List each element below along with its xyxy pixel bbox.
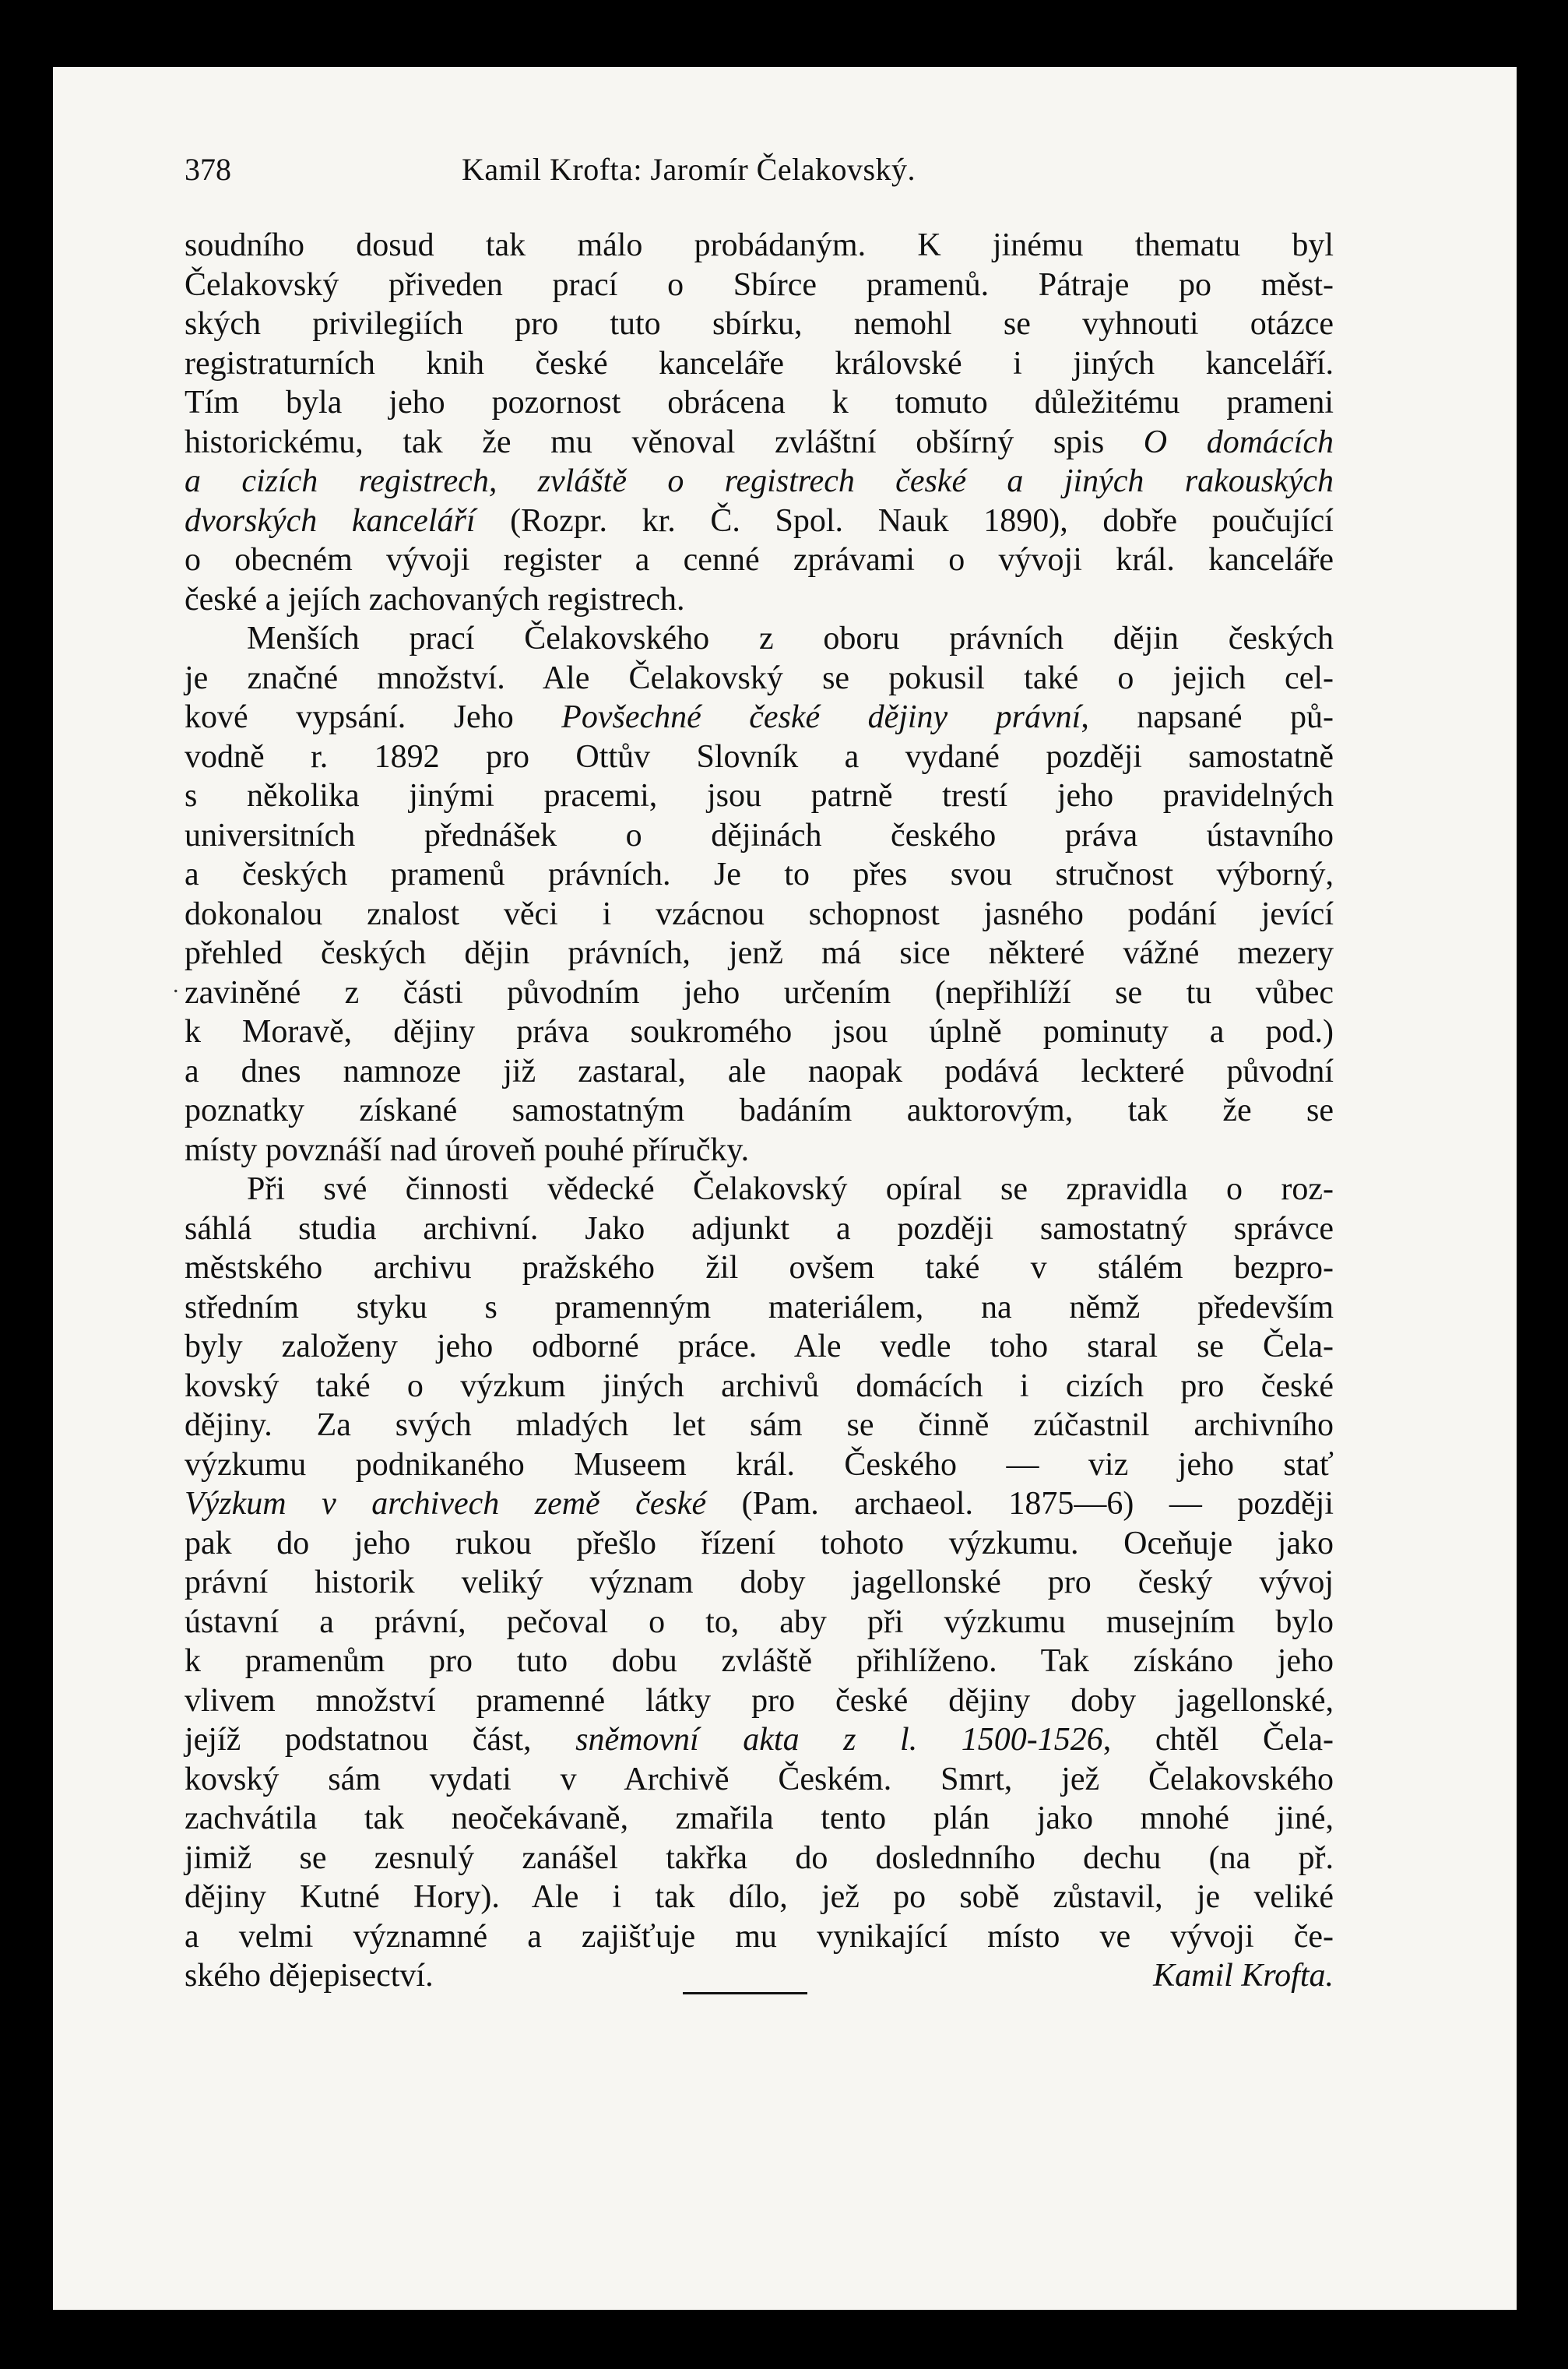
text-line: k Moravě, dějiny práva soukromého jsou úplně pominuty a pod.)	[185, 1014, 1334, 1050]
text-line: Při své činnosti vědecké Čelakovský opíral se zpravidla o roz-	[247, 1171, 1334, 1207]
text-line: byly založeny jeho odborné práce. Ale vedle toho staral se Čela-	[185, 1329, 1334, 1364]
text-line	[185, 502, 1334, 541]
italic-title: O domácích	[1143, 424, 1334, 460]
text-line: o obecném vývoji register a cenné zprávami o vývoji král. kanceláře	[185, 542, 1334, 578]
text-line: vlivem množství pramenné látky pro české dějiny doby jagellonské,	[185, 1682, 1334, 1719]
text-line: přehled českých dějin právních, jenž má sice některé vážné mezery	[185, 935, 1334, 971]
text-line: městského archivu pražského žil ovšem také v stálém bezpro-	[185, 1250, 1334, 1286]
text-run: ského dějepisectví.	[185, 1958, 434, 1994]
closing-rule	[683, 1992, 807, 1994]
text-line	[185, 1484, 1334, 1524]
body-text	[185, 226, 1334, 1996]
running-title: Kamil Krofta: Jaromír Čelakovský.	[462, 152, 916, 187]
text-line: k pramenům pro tuto dobu zvláště přihlíženo. Tak získáno jeho	[185, 1643, 1334, 1679]
text-line: vodně r. 1892 pro Ottův Slovník a vydané později samostatně	[185, 738, 1334, 775]
text-line	[185, 1720, 1334, 1760]
text-run: kové vypsání. Jeho	[185, 699, 562, 735]
text-line: Čelakovský přiveden prací o Sbírce pramenů. Pátraje po měst-	[185, 266, 1334, 303]
text-line: dějiny. Za svých mladých let sám se činně zúčastnil archivního	[185, 1407, 1334, 1443]
text-line: zachvátila tak neočekávaně, zmařila tento plán jako mnohé jiné,	[185, 1801, 1334, 1836]
page-header	[185, 146, 1337, 193]
text-line: a českých pramenů právních. Je to přes svou stručnost výborný,	[185, 857, 1334, 892]
author-signature: Kamil Krofta.	[1153, 1958, 1334, 1994]
text-line: je značné množství. Ale Čelakovský se pokusil také o jejich cel-	[185, 660, 1334, 696]
italic-title: sněmovní akta z l. 1500-1526	[575, 1722, 1103, 1758]
text-line: a dnes namnoze již zastaral, ale naopak podává leckteré původní	[185, 1053, 1334, 1089]
text-line: místy povznáší nad úroveň pouhé příručky.	[185, 1132, 750, 1168]
text-line: kovský sám vydati v Archivě Českém. Smrt, jež Čelakovského	[185, 1761, 1334, 1797]
paragraph-2	[185, 619, 1334, 1170]
text-line: s několika jinými pracemi, jsou patrně trestí jeho pravidelných	[185, 778, 1334, 814]
text-line: kovský také o výzkum jiných archivů domácích i cizích pro české	[185, 1368, 1334, 1404]
text-line: universitních přednášek o dějinách českého práva ústavního	[185, 817, 1334, 854]
text-line: zaviněné z části původním jeho určením (nepřihlíží se tu vůbec	[185, 974, 1334, 1011]
text-line: sáhlá studia archivní. Jako adjunkt a později samostatný správce	[185, 1210, 1334, 1247]
text-line: soudního dosud tak málo probádaným. K jinému thematu byl	[185, 227, 1334, 263]
text-line: středním styku s pramenným materiálem, na němž především	[185, 1289, 1334, 1325]
text-line: právní historik veliký význam doby jagellonské pro český vývoj	[185, 1565, 1334, 1600]
margin-mark: .	[173, 972, 179, 998]
text-line: a velmi významné a zajišťuje mu vynikající místo ve vývoji če-	[185, 1918, 1334, 1955]
text-line: poznatky získané samostatným badáním auktorovým, tak že se	[185, 1093, 1334, 1128]
italic-title: Povšechné české dějiny právní	[561, 699, 1081, 735]
paragraph-1	[185, 226, 1334, 619]
text-run: , chtěl Čela-	[1102, 1722, 1334, 1758]
text-run: jejíž podstatnou část,	[185, 1722, 576, 1758]
text-line: ských privilegiích pro tuto sbírku, nemohl se vyhnouti otázce	[185, 306, 1334, 342]
text-line: Tím byla jeho pozornost obrácena k tomuto důležitému prameni	[185, 385, 1334, 421]
text-line: Menších prací Čelakovského z oboru právních dějin českých	[247, 621, 1334, 656]
text-run: (Rozpr. kr. Č. Spol. Nauk 1890), dobře poučující	[475, 502, 1334, 539]
text-line	[185, 698, 1334, 737]
text-run: historickému, tak že mu věnoval zvláštní obšírný spis	[185, 424, 1144, 460]
text-line: dokonalou znalost věci i vzácnou schopnost jasného podání jevící	[185, 896, 1334, 932]
text-line: výzkumu podnikaného Museem král. Českého — viz jeho stať	[185, 1446, 1334, 1483]
closing-line	[185, 1956, 1334, 1996]
text-line	[185, 462, 1334, 502]
text-line: pak do jeho rukou přešlo řízení tohoto výzkumu. Oceňuje jako	[185, 1525, 1334, 1561]
text-line: registraturních knih české kanceláře královské i jiných kanceláří.	[185, 345, 1334, 382]
italic-title: a cizích registrech, zvláště o registrech české a jiných rakouských	[185, 463, 1334, 499]
page-number: 378	[185, 152, 231, 187]
text-line: jimiž se zesnulý zanášel takřka do doslednního dechu (na př.	[185, 1839, 1334, 1876]
paragraph-3	[185, 1170, 1334, 1996]
italic-title: dvorských kanceláří	[185, 502, 476, 539]
text-run: , napsané pů-	[1081, 699, 1334, 735]
italic-title: Výzkum v archivech země české	[185, 1486, 707, 1522]
text-line: dějiny Kutné Hory). Ale i tak dílo, jež po sobě zůstavil, je veliké	[185, 1879, 1334, 1915]
text-run: (Pam. archaeol. 1875—6) — později	[706, 1486, 1334, 1522]
text-line: ústavní a právní, pečoval o to, aby při výzkumu musejním bylo	[185, 1603, 1334, 1640]
text-line: české a jejích zachovaných registrech.	[185, 581, 685, 618]
text-line	[185, 423, 1334, 463]
